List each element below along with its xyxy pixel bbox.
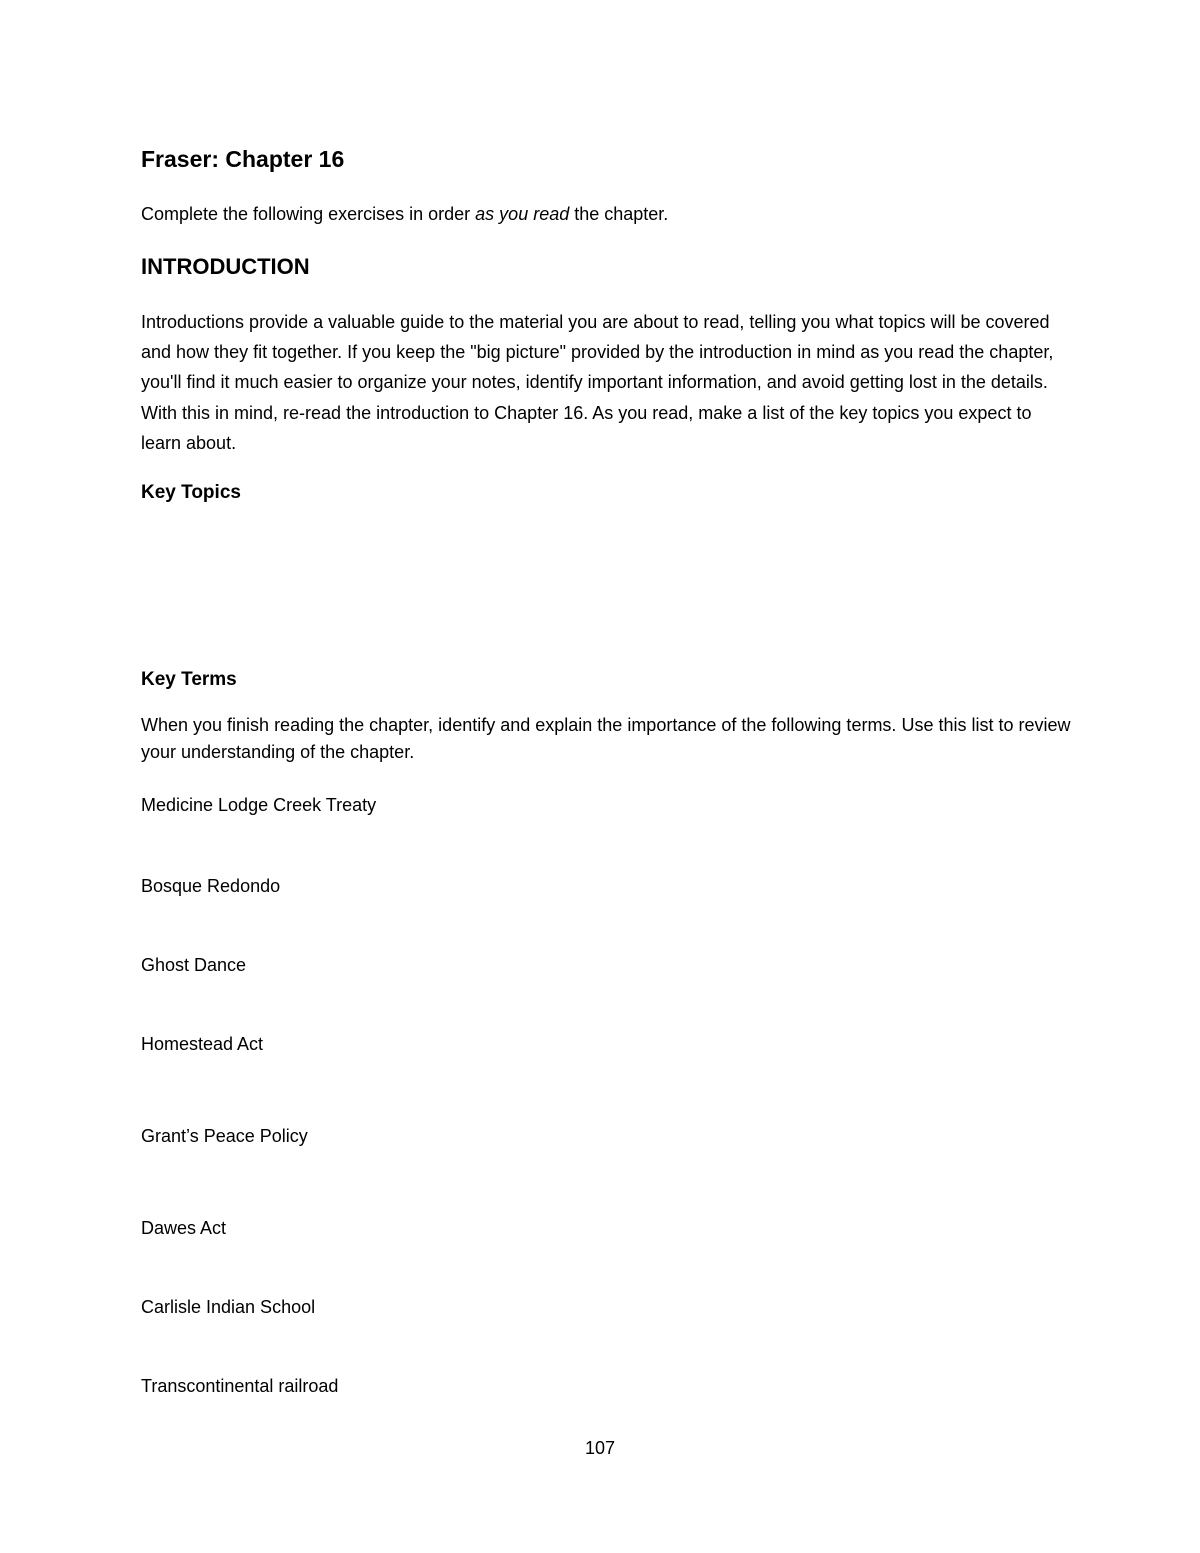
section-heading-introduction: INTRODUCTION — [141, 254, 310, 279]
instructions-text-after: the chapter. — [569, 204, 669, 224]
page-title: Fraser: Chapter 16 — [141, 146, 345, 172]
term-item: Transcontinental railroad — [141, 1376, 339, 1396]
key-terms-heading: Key Terms — [141, 669, 237, 690]
instructions-line — [141, 199, 668, 229]
term-item: Medicine Lodge Creek Treaty — [141, 795, 377, 815]
term-item: Grant’s Peace Policy — [141, 1126, 308, 1146]
term-item: Ghost Dance — [141, 955, 247, 975]
term-item: Bosque Redondo — [141, 876, 281, 896]
terms-instructions: When you finish reading the chapter, identify and explain the importance of the following terms. Use this list to review your understanding of the chapter. — [141, 715, 1071, 762]
intro-paragraph: Introductions provide a valuable guide to the material you are about to read, telling you what topics will be covered and how they fit together. If you keep the "big picture" provided by the introduction in mind as you read the chapter, you'll find it much easier to organize your notes, identify important information, and avoid getting lost in the details. With this in mind, re-read the introduction to Chapter 16. As you read, make a list of the key topics you expect to learn about. — [141, 312, 1054, 453]
term-item: Homestead Act — [141, 1034, 264, 1054]
key-topics-heading: Key Topics — [141, 482, 241, 503]
page-number: 107 — [584, 1438, 616, 1458]
term-item: Dawes Act — [141, 1218, 227, 1238]
instructions-text-before: Complete the following exercises in order — [141, 204, 476, 224]
instructions-emphasis: as you read — [475, 204, 570, 224]
term-item: Carlisle Indian School — [141, 1297, 316, 1317]
